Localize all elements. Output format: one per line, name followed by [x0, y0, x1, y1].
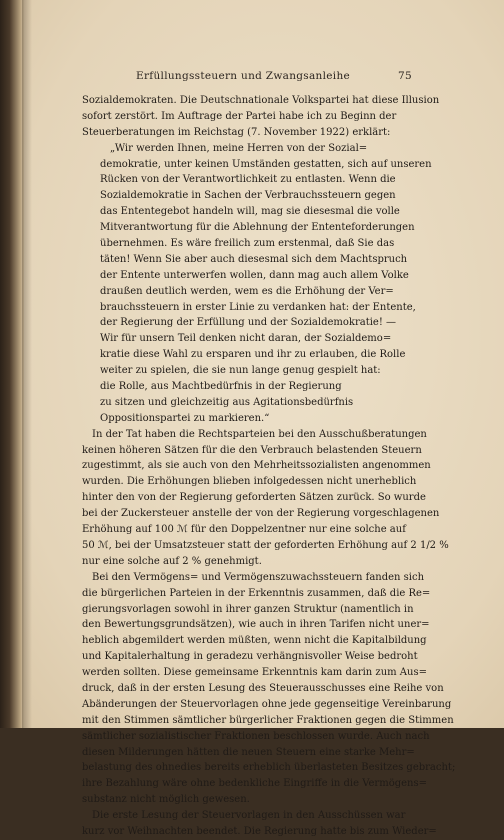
text-line: belastung des ohnedies bereits erheblich überlasteten Besitzes gebracht; — [82, 762, 456, 774]
text-line: und Kapitalerhaltung in geradezu verhängnisvoller Weise bedroht — [82, 651, 418, 663]
text-line: brauchssteuern in erster Linie zu verdanken hat: der Entente, — [100, 301, 416, 313]
header-title: Erfüllungssteuern und Zwangsanleihe — [136, 70, 351, 82]
page-number: 75 — [398, 70, 412, 82]
running-header — [80, 70, 412, 88]
text-line: täten! Wenn Sie aber auch diesesmal sich dem Machtspruch — [100, 253, 408, 265]
text-line: 50 ℳ, bei der Umsatzsteuer statt der geforderten Erhöhung auf 2 1/2 % — [82, 539, 449, 551]
text-line: Oppositionspartei zu markieren.“ — [100, 412, 270, 424]
text-line: Abänderungen der Steuervorlagen ohne jede gegenseitige Vereinbarung — [82, 698, 452, 710]
text-line: heblich abgemildert werden müßten, wenn nicht die Kapitalbildung — [82, 635, 427, 647]
text-line: Rücken von der Verantwortlichkeit zu entlasten. Wenn die — [100, 174, 396, 186]
text-line: Steuerberatungen im Reichstag (7. November 1922) erklärt: — [82, 126, 391, 138]
text-line: sämtlicher sozialistischer Fraktionen beschlossen wurde. Auch nach — [82, 730, 430, 742]
text-line: druck, daß in der ersten Lesung des Steuerausschusses eine Reihe von — [82, 682, 444, 694]
text-line: Wir für unsern Teil denken nicht daran, der Sozialdemo= — [100, 333, 392, 345]
text-line: ihre Bezahlung wäre ohne bedenkliche Eingriffe in die Vermögens= — [82, 778, 427, 790]
text-line: draußen deutlich werden, wem es die Erhöhung der Ver= — [100, 285, 394, 297]
text-line: Sozialdemokratie in Sachen der Verbrauchssteuern gegen — [100, 190, 396, 202]
text-line: gierungsvorlagen sowohl in ihrer ganzen Struktur (namentlich in — [82, 603, 414, 615]
text-line: der Entente unterwerfen wollen, dann mag auch allem Volke — [100, 269, 409, 281]
text-line: die Rolle, aus Machtbedürfnis in der Regierung — [100, 381, 342, 393]
text-line: Erhöhung auf 100 ℳ für den Doppelzentner nur eine solche auf — [82, 524, 406, 536]
text-line: übernehmen. Es wäre freilich zum erstenmal, daß Sie das — [100, 238, 395, 250]
text-line: hinter den von der Regierung geforderten Sätzen zurück. So wurde — [82, 492, 426, 504]
text-line: „Wir werden Ihnen, meine Herren von der Sozial= — [110, 142, 368, 154]
text-line: wurden. Die Erhöhungen blieben infolgedessen nicht unerheblich — [82, 476, 417, 488]
text-line: Die erste Lesung der Steuervorlagen in den Ausschüssen war — [92, 810, 406, 822]
text-line: substanz nicht möglich gewesen. — [82, 794, 250, 806]
book-gutter — [0, 0, 24, 728]
text-line: werden sollten. Diese gemeinsame Erkenntnis kam darin zum Aus= — [82, 667, 427, 679]
text-line: die bürgerlichen Parteien in der Erkenntnis zusammen, daß die Re= — [82, 587, 431, 599]
text-line: zugestimmt, als sie auch von den Mehrheitssozialisten angenommen — [82, 460, 431, 472]
text-line: mit den Stimmen sämtlicher bürgerlicher Fraktionen gegen die Stimmen — [82, 714, 454, 726]
text-line: Mitverantwortung für die Ablehnung der Ententeforderungen — [100, 222, 415, 234]
text-line: bei der Zuckersteuer anstelle der von der Regierung vorgeschlagenen — [82, 508, 440, 520]
gutter-shadow — [22, 0, 32, 728]
text-line: das Ententegebot handeln will, mag sie diesesmal die volle — [100, 206, 400, 218]
text-line: Bei den Vermögens= und Vermögenszuwachssteuern fanden sich — [92, 571, 425, 583]
text-line: kratie diese Wahl zu ersparen und ihr zu erlauben, die Rolle — [100, 349, 406, 361]
text-line: nur eine solche auf 2 % genehmigt. — [82, 555, 262, 567]
text-line: diesen Milderungen hätten die neuen Steuern eine starke Mehr= — [82, 746, 415, 758]
text-line: demokratie, unter keinen Umständen gestatten, sich auf unseren — [100, 158, 432, 170]
text-line: Sozialdemokraten. Die Deutschnationale Volkspartei hat diese Illusion — [82, 95, 440, 106]
text-line: den Bewertungsgrundsätzen), wie auch in ihren Tarifen nicht uner= — [82, 619, 430, 631]
text-line: sofort zerstört. Im Auftrage der Partei habe ich zu Beginn der — [82, 110, 397, 122]
text-line: der Regierung der Erfüllung und der Sozialdemokratie! — — [100, 317, 397, 329]
text-line: kurz vor Weihnachten beendet. Die Regierung hatte bis zum Wieder= — [82, 825, 437, 837]
text-line: keinen höheren Sätzen für die den Verbrauch belastenden Steuern — [82, 444, 422, 456]
text-line: zu sitzen und gleichzeitig aus Agitationsbedürfnis — [100, 396, 354, 408]
text-line: weiter zu spielen, die sie nun lange genug gespielt hat: — [100, 365, 381, 377]
body-text — [82, 93, 456, 840]
text-line: In der Tat haben die Rechtsparteien bei den Ausschußberatungen — [92, 428, 427, 440]
